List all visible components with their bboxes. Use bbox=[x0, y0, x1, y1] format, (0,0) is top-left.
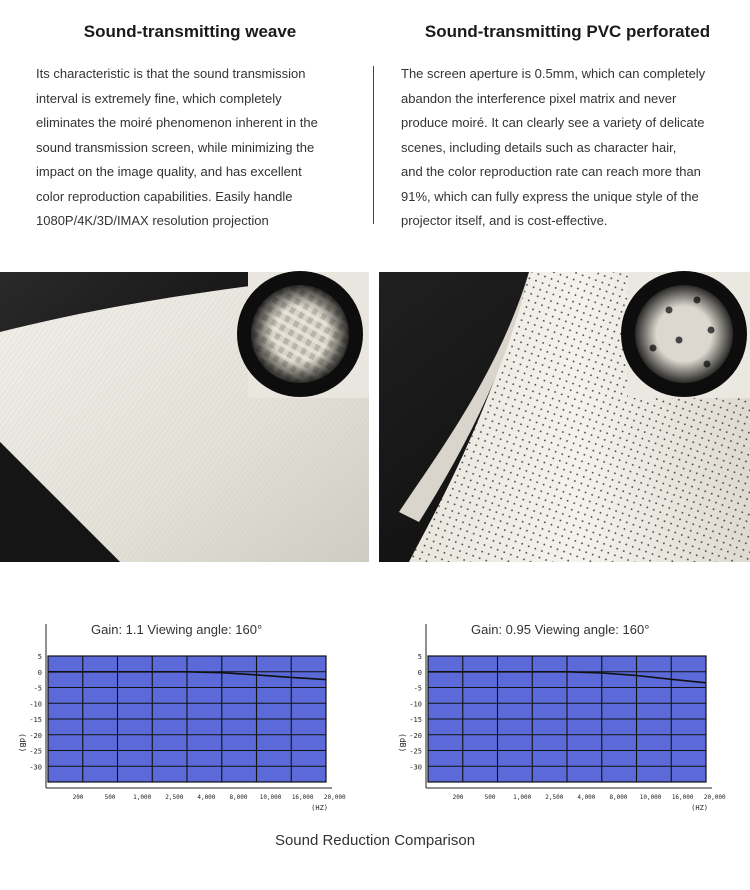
x-tick-label: 4,000 bbox=[577, 794, 596, 801]
pvc-sound-chart bbox=[394, 618, 726, 818]
column-divider bbox=[373, 66, 374, 224]
x-unit-label: (HZ) bbox=[691, 804, 708, 812]
x-tick-label: 16,000 bbox=[671, 794, 694, 801]
pvc-description bbox=[401, 62, 731, 234]
x-tick-label: 2,500 bbox=[545, 794, 564, 801]
y-tick-label: 5 bbox=[417, 653, 422, 661]
y-tick-label: -5 bbox=[413, 684, 422, 693]
weave-chart-title: Gain: 1.1 Viewing angle: 160° bbox=[91, 622, 263, 637]
x-tick-label: 20,000 bbox=[703, 794, 726, 801]
pvc-description-line: 91%, which can fully express the unique style of the bbox=[401, 188, 699, 204]
y-tick-label: -30 bbox=[29, 763, 42, 772]
pvc-description-line: The screen aperture is 0.5mm, which can completely bbox=[401, 66, 706, 81]
weave-description-line: eliminates the moiré phenomenon inherent in the bbox=[36, 115, 318, 130]
weave-description-line: 1080P/4K/3D/IMAX resolution projection bbox=[36, 213, 269, 228]
weave-sound-chart bbox=[14, 618, 346, 818]
y-tick-label: -10 bbox=[409, 700, 422, 709]
x-tick-label: 500 bbox=[104, 794, 116, 801]
x-tick-label: 2,500 bbox=[165, 794, 184, 801]
weave-description-line: sound transmission screen, while minimizing the bbox=[36, 139, 315, 155]
weave-title: Sound-transmitting weave bbox=[83, 22, 297, 41]
x-tick-label: 16,000 bbox=[291, 794, 314, 801]
pvc-description-line: produce moiré. It can clearly see a variety of delicate bbox=[401, 115, 705, 130]
x-tick-label: 8,000 bbox=[609, 794, 628, 801]
x-tick-label: 10,000 bbox=[259, 794, 282, 801]
x-unit-label: (HZ) bbox=[311, 804, 328, 812]
y-axis-label: (dB) bbox=[398, 733, 407, 753]
y-axis-label: (dB) bbox=[18, 733, 27, 753]
weave-description-line: color reproduction capabilities. Easily handle bbox=[36, 188, 293, 204]
x-tick-label: 200 bbox=[452, 794, 464, 801]
comparison-caption: Sound Reduction Comparison bbox=[274, 832, 476, 849]
pvc-description-line: scenes, including details such as character hair, bbox=[401, 139, 677, 155]
y-tick-label: -15 bbox=[409, 716, 422, 724]
weave-description-line: impact on the image quality, and has excellent bbox=[36, 164, 302, 179]
y-tick-label: 0 bbox=[417, 668, 422, 677]
weave-description-line: Its characteristic is that the sound transmission bbox=[36, 66, 306, 81]
pvc-perforated-photo bbox=[379, 272, 750, 562]
y-tick-label: -20 bbox=[29, 731, 42, 740]
pvc-description-line: abandon the interference pixel matrix and never bbox=[401, 90, 677, 106]
weave-fabric-photo bbox=[0, 272, 369, 562]
x-tick-label: 1,000 bbox=[133, 794, 152, 801]
pvc-chart-title: Gain: 0.95 Viewing angle: 160° bbox=[471, 622, 650, 637]
x-tick-label: 1,000 bbox=[513, 794, 532, 801]
weave-description bbox=[36, 62, 356, 234]
x-tick-label: 200 bbox=[72, 794, 84, 801]
x-tick-label: 10,000 bbox=[639, 794, 662, 801]
pvc-description-line: and the color reproduction rate can reach more than bbox=[401, 164, 701, 179]
weave-sound-chart-svg bbox=[14, 618, 346, 818]
x-tick-label: 20,000 bbox=[323, 794, 346, 801]
y-tick-label: -20 bbox=[409, 731, 422, 740]
x-tick-label: 4,000 bbox=[197, 794, 216, 801]
y-tick-label: -25 bbox=[409, 747, 422, 756]
weave-description-line: interval is extremely fine, which completely bbox=[36, 90, 282, 106]
y-tick-label: -25 bbox=[29, 747, 42, 756]
x-tick-label: 8,000 bbox=[229, 794, 248, 801]
y-tick-label: -15 bbox=[29, 716, 42, 724]
y-tick-label: -5 bbox=[33, 684, 42, 693]
y-tick-label: 0 bbox=[37, 668, 42, 677]
pvc-title: Sound-transmitting PVC perforated bbox=[424, 22, 711, 41]
pvc-description-line: projector itself, and is cost-effective. bbox=[401, 213, 608, 228]
y-tick-label: 5 bbox=[37, 653, 42, 661]
pvc-sound-chart-svg bbox=[394, 618, 726, 818]
y-tick-label: -10 bbox=[29, 700, 42, 709]
x-tick-label: 500 bbox=[484, 794, 496, 801]
y-tick-label: -30 bbox=[409, 763, 422, 772]
